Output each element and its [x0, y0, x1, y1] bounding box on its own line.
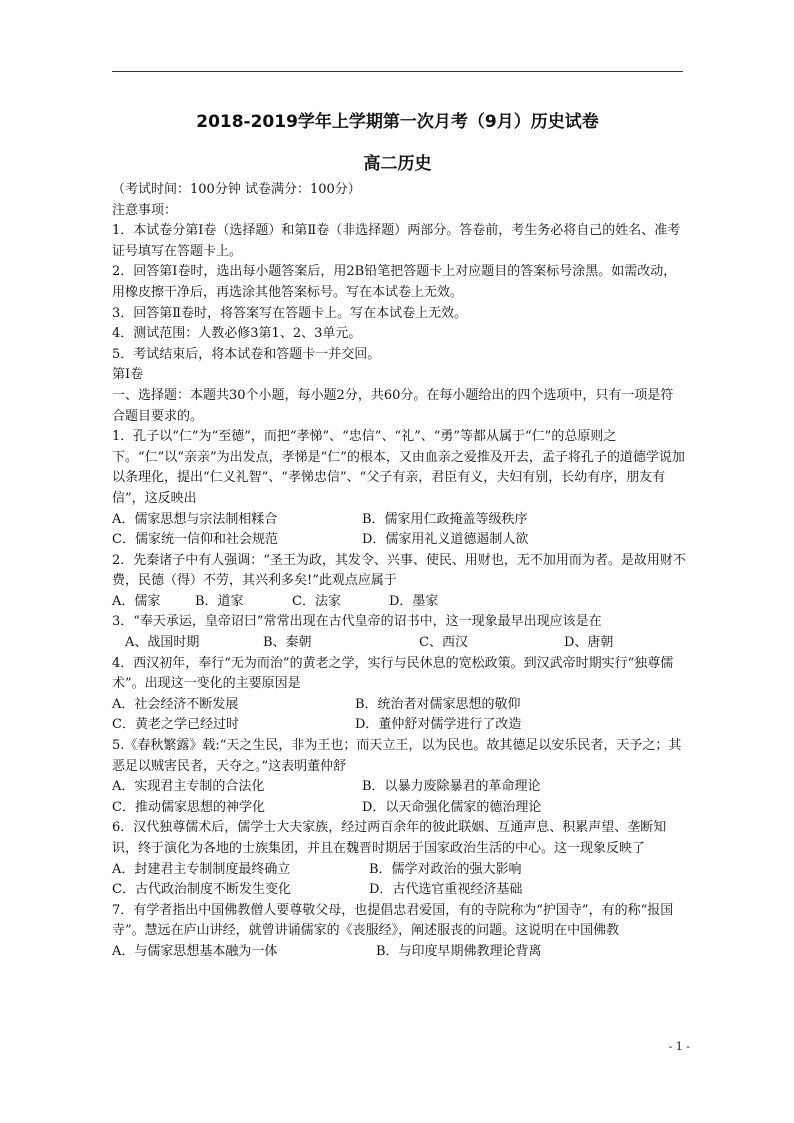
option-row [112, 942, 686, 963]
question-stem: 6．汉代独尊儒术后，儒学士大夫家族，经过两百余年的彼此联姻、互通声息、积累声望、垄断知识，终于演化为各地的士族集团，并且在魏晋时期居于国家政治生活的中心。这一现象反映了 [112, 820, 667, 856]
option-a: A．与儒家思想基本融为一体 [112, 943, 278, 959]
notice-item: 2．回答第Ⅰ卷时，选出每小题答案后，用2B铅笔把答题卡上对应题目的答案标号涂黑。如需改动，用橡皮擦干净后，再选涂其他答案标号。写在本试卷上无效。 [112, 264, 677, 300]
option-c: C、西汉 [419, 635, 468, 651]
question-stem: 7．有学者指出中国佛教僧人要尊敬父母，也提倡忠君爱国，有的寺院称为“护国寺”，有的称“报国寺”。慧远在庐山讲经，就曾讲诵儒家的《丧服经》，阐述服丧的问题。这说明在中国佛教 [112, 902, 674, 939]
option-row [112, 530, 686, 551]
option-b: B．统治者对儒家思想的敬仰 [355, 696, 521, 712]
exam-content [112, 180, 686, 963]
section-intro: 一、选择题：本题共30个小题，每小题2分，共60分。在每小题给出的四个选项中，只有一项是符合题目要求的。 [112, 387, 674, 424]
option-a: A．社会经济不断发展 [112, 696, 239, 712]
option-d: D．儒家用礼义道德遏制人欲 [362, 532, 529, 548]
option-a: A．儒家思想与宗法制相糅合 [112, 511, 278, 527]
question-stem: 3．“奉天承运，皇帝诏曰”常常出现在古代皇帝的诏书中，这一现象最早出现应该是在 [112, 614, 602, 630]
option-row [112, 777, 686, 798]
option-d: D．以天命强化儒家的德治理论 [362, 799, 542, 815]
page-number: - 1 - [668, 1040, 690, 1053]
notice-item: 4．测试范围：人教必修3第1、2、3单元。 [112, 326, 362, 342]
option-c: C．推动儒家思想的神学化 [112, 799, 265, 815]
option-d: D．董仲舒对儒学进行了改造 [355, 717, 522, 733]
option-b: B．道家 [195, 593, 244, 609]
question-stem: 5.《春秋繁露》载:“天之生民，非为王也；而天立王，以为民也。故其德足以安乐民者，天予之；其恶足以贼害民者，天夺之。”这表明董仲舒 [112, 738, 682, 774]
option-a: A、战国时期 [125, 635, 200, 651]
option-b: B、秦朝 [263, 635, 312, 651]
option-row [112, 695, 686, 716]
option-row [112, 592, 686, 613]
option-b: B．儒学对政治的强大影响 [369, 861, 522, 877]
notice-item: 1．本试卷分第Ⅰ卷（选择题）和第Ⅱ卷（非选择题）两部分。答卷前，考生务必将自己的姓名、准考证号填写在答题卡上。 [112, 223, 681, 259]
option-d: D．古代选官重视经济基础 [369, 882, 523, 898]
option-row [112, 880, 686, 901]
option-row [112, 715, 686, 736]
option-b: B．儒家用仁政掩盖等级秩序 [362, 511, 528, 527]
exam-info: （考试时间：100分钟 试卷满分：100分） [112, 182, 361, 197]
header-rule [112, 71, 683, 72]
question-stem: 4．西汉初年，奉行“无为而治”的黄老之学，实行与民休息的宽松政策。到汉武帝时期实行“独尊儒术”。出现这一变化的主要原因是 [112, 655, 674, 692]
option-b: B．与印度早期佛教理论背离 [376, 943, 542, 959]
option-c: C．黄老之学已经过时 [112, 717, 239, 733]
option-row [112, 633, 686, 654]
exam-title: 2018-2019学年上学期第一次月考（9月）历史试卷 [196, 112, 599, 132]
option-row [112, 798, 686, 819]
question-stem: 2．先秦诸子中有人强调：“圣王为政，其发令、兴事、使民、用财也，无不加用而为者。是故用财不费，民德（得）不劳，其兴利多矣!”此观点应属于 [112, 552, 686, 589]
notice-heading: 注意事项： [112, 202, 178, 218]
option-row [112, 860, 686, 881]
part-label: 第Ⅰ卷 [112, 367, 144, 383]
question-stem: 1．孔子以“仁”为“至德”，而把“孝悌”、“忠信”、“礼”、“勇”等都从属于“仁”的总原则之下。“仁”以“亲亲”为出发点，孝悌是“仁”的根本，又由血亲之爱推及开去，孟子将孔子的道德学说加以条理化，提出“仁义礼智”、“孝悌忠信”、“父子有亲，君臣有义，夫妇有别，长幼有序，朋友有信”，这反映出 [112, 429, 685, 506]
option-a: A．儒家 [112, 593, 161, 609]
option-d: D．墨家 [389, 593, 439, 609]
option-row [112, 510, 686, 531]
notice-item: 3．回答第Ⅱ卷时，将答案写在答题卡上。写在本试卷上无效。 [112, 305, 468, 321]
option-a: A．封建君主专制制度最终确立 [112, 861, 291, 877]
option-c: C．法家 [292, 593, 341, 609]
option-b: B．以暴力废除暴君的革命理论 [362, 779, 541, 795]
option-d: D、唐朝 [564, 635, 614, 651]
option-c: C．古代政治制度不断发生变化 [112, 882, 291, 898]
option-c: C．儒家统一信仰和社会规范 [112, 532, 278, 548]
exam-subtitle: 高二历史 [363, 154, 432, 174]
option-a: A．实现君主专制的合法化 [112, 779, 265, 795]
notice-item: 5．考试结束后，将本试卷和答题卡一并交回。 [112, 346, 381, 362]
